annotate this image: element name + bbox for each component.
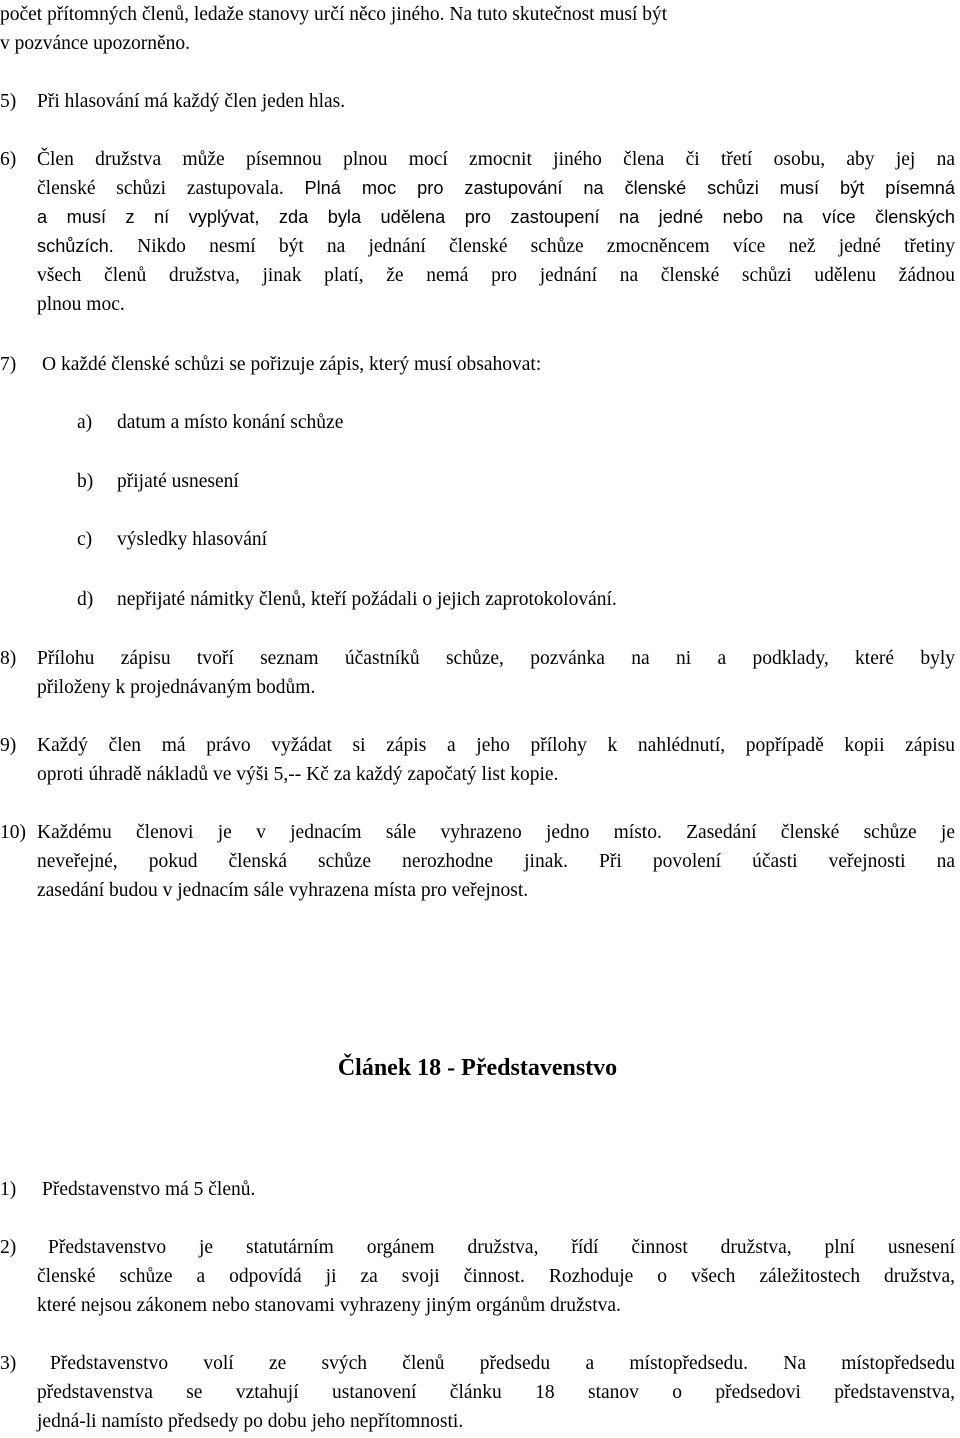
article-item-1-text: Představenstvo má 5 členů. bbox=[42, 1179, 256, 1200]
item-6-line-6: plnou moc. bbox=[37, 294, 125, 315]
sub-text: nepřijaté námitky členů, kteří požádali o jejich zaprotokolování. bbox=[117, 589, 617, 610]
sub-label: d) bbox=[77, 589, 94, 610]
item-6-line-2b: Plná moc pro zastupování na členské schůzi musí být písemná bbox=[304, 178, 955, 198]
intro-line-2: v pozvánce upozorněno. bbox=[0, 33, 191, 54]
item-6-line-2a: členské schůzi zastupovala. bbox=[37, 178, 305, 199]
item-5-number: 5) bbox=[0, 91, 17, 112]
item-9-line-1: Každý člen má právo vyžádat si zápis a jeho přílohy k nahlédnutí, popřípadě kopii zápisu bbox=[37, 735, 955, 756]
article-item-3-line-1: Představenstvo volí ze svých členů předsedu a místopředsedu. Na místopředsedu bbox=[50, 1353, 955, 1374]
item-10-number: 10) bbox=[0, 822, 26, 843]
item-6-number: 6) bbox=[0, 149, 17, 170]
article-item-2-line-1: Představenstvo je statutárním orgánem družstva, řídí činnost družstva, plní usnesení bbox=[48, 1237, 955, 1258]
article-item-2-number: 2) bbox=[0, 1237, 17, 1258]
sub-text: přijaté usnesení bbox=[117, 471, 239, 492]
article-item-3-number: 3) bbox=[0, 1353, 17, 1374]
item-5-text: Při hlasování má každý člen jeden hlas. bbox=[37, 91, 346, 112]
item-6-line-4b: Nikdo nesmí být na jednání členské schůze zmocněncem více než jedné třetiny bbox=[137, 236, 955, 257]
item-6-line-4 bbox=[37, 232, 955, 261]
item-6-line-4a: schůzích. bbox=[37, 236, 138, 256]
article-item-3-line-3: jedná-li namísto předsedy po dobu jeho nepřítomnosti. bbox=[37, 1411, 464, 1432]
item-6-line-2 bbox=[37, 174, 955, 203]
article-item-2-line-2: členské schůze a odpovídá ji za svoji činnost. Rozhoduje o všech záležitostech družstva, bbox=[37, 1266, 955, 1287]
item-7-sub-c bbox=[77, 525, 267, 554]
item-10-line-3: zasedání budou v jednacím sále vyhrazena místa pro veřejnost. bbox=[37, 880, 529, 901]
item-6-line-5: všech členů družstva, jinak platí, že nemá pro jednání na členské schůzi udělenu žádnou bbox=[37, 265, 955, 286]
article-item-1-number: 1) bbox=[0, 1179, 17, 1200]
article-heading: Článek 18 - Představenstvo bbox=[337, 1055, 618, 1081]
item-8-line-1: Přílohu zápisu tvoří seznam účastníků schůze, pozvánka na ni a podklady, které byly bbox=[37, 648, 955, 669]
item-8-number: 8) bbox=[0, 648, 17, 669]
sub-text: výsledky hlasování bbox=[117, 529, 268, 550]
item-10-line-2: neveřejné, pokud členská schůze nerozhodne jinak. Při povolení účasti veřejnosti na bbox=[37, 851, 955, 872]
intro-line-1: počet přítomných členů, ledaže stanovy určí něco jiného. Na tuto skutečnost musí být bbox=[0, 4, 668, 25]
item-7-sub-a bbox=[77, 408, 343, 437]
item-8-line-2: přiloženy k projednávaným bodům. bbox=[37, 677, 316, 698]
sub-label: b) bbox=[77, 471, 94, 492]
item-9-number: 9) bbox=[0, 735, 17, 756]
item-7-text: O každé členské schůzi se pořizuje zápis, který musí obsahovat: bbox=[42, 354, 542, 375]
sub-label: c) bbox=[77, 529, 93, 550]
sub-label: a) bbox=[77, 412, 93, 433]
sub-text: datum a místo konání schůze bbox=[117, 412, 344, 433]
item-7-sub-b bbox=[77, 467, 239, 496]
item-7-number: 7) bbox=[0, 354, 17, 375]
item-9-line-2: oproti úhradě nákladů ve výši 5,-- Kč za každý započatý list kopie. bbox=[37, 764, 559, 785]
article-item-2-line-3: které nejsou zákonem nebo stanovami vyhrazeny jiným orgánům družstva. bbox=[37, 1295, 621, 1316]
item-7-sub-d bbox=[77, 585, 617, 614]
article-item-3-line-2: představenstva se vztahují ustanovení článku 18 stanov o předsedovi představenstva, bbox=[37, 1382, 955, 1403]
item-10-line-1: Každému členovi je v jednacím sále vyhrazeno jedno místo. Zasedání členské schůze je bbox=[37, 822, 955, 843]
item-6-line-1: Člen družstva může písemnou plnou mocí zmocnit jiného člena či třetí osobu, aby jej na bbox=[37, 149, 955, 170]
item-6-line-3: a musí z ní vyplývat, zda byla udělena pro zastoupení na jedné nebo na více členských bbox=[37, 207, 955, 227]
